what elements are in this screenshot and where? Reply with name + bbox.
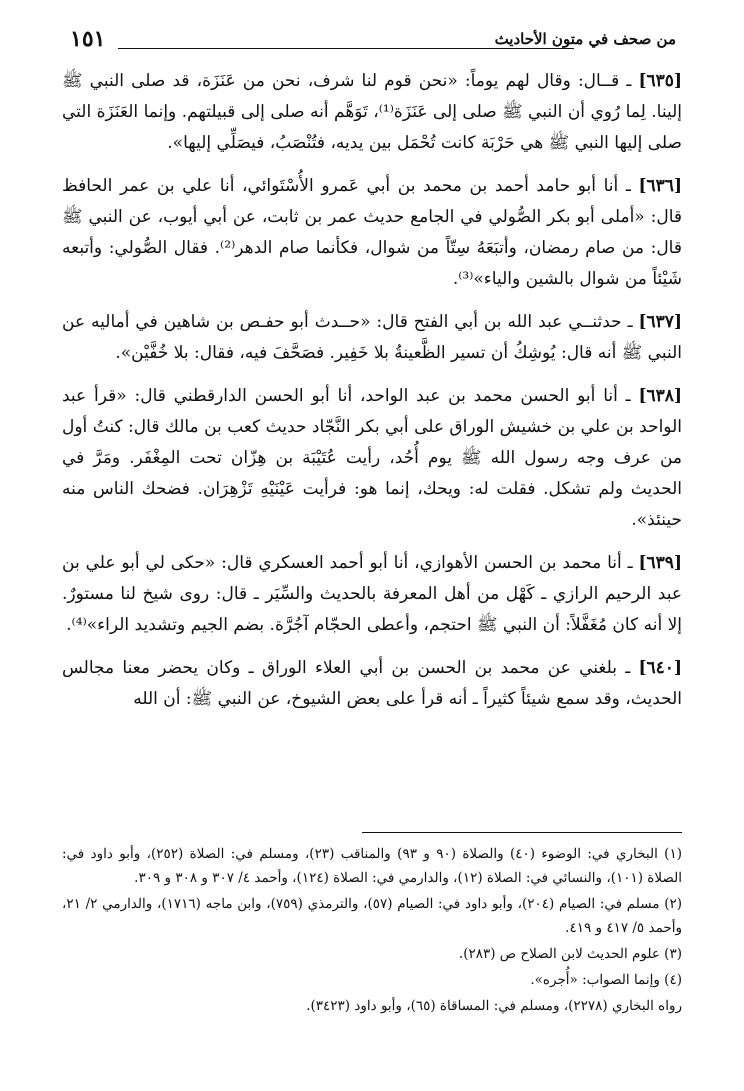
page-header <box>70 22 676 56</box>
hadith-number: [٦٤٠] <box>638 658 682 678</box>
main-text <box>62 66 682 727</box>
hadith-paragraph-639 <box>62 548 682 641</box>
hadith-text: ـ قــال: وقال لهم يوماً: «نحن قوم لنا شرف، نحن من عَنَزَة، قد صلى النبي ﷺ إلينا. لِما رُوي أن النبي ﷺ صلى إلى عَنَزَة⁽¹⁾، تَوَهَّم أنه صلى إلى قبيلتهم. وإنما العَنَزَة التي صلى إليها النبي ﷺ هي حَرْبَة كانت تُحْمَل بين يديه، فتُنْصَبُ، فيصَلِّي إليها». <box>62 71 682 153</box>
hadith-paragraph-636 <box>62 171 682 295</box>
hadith-paragraph-637 <box>62 307 682 369</box>
footnotes <box>62 842 682 1020</box>
hadith-number: [٦٣٧] <box>638 312 682 332</box>
hadith-paragraph-640 <box>62 653 682 715</box>
hadith-text: ـ أنا أبو الحسن محمد بن عبد الواحد، أنا أبو الحسن الدارقطني قال: «قرأ عبد الواحد بن علي بن خشيش الوراق على أبي بكر النَّجّاد حديث كعب بن مالك قال: كنتُ أول من عرف وجه رسول الله ﷺ يوم أُحُد، رأيت عُتَيْبَة بن هِزّان تحت المِغْفَر. ومَرَّ في الحديث ولم تشكل. فقلت له: ويحك، إنما هو: فرأيت عَيْنَيْهِ تَزْهِرَان. فضحك الناس منه حينئذ». <box>62 386 682 530</box>
hadith-paragraph-638 <box>62 381 682 536</box>
hadith-number: [٦٣٩] <box>638 553 682 573</box>
footnote-2: (٢) مسلم في: الصيام (٢٠٤)، وأبو داود في: الصيام (٥٧)، والترمذي (٧٥٩)، وابن ماجه (١٧١٦)، والدارمي ٢/ ٢١، وأحمد ٥/ ٤١٧ و ٤١٩. <box>62 896 683 936</box>
header-rule <box>118 48 574 49</box>
hadith-number: [٦٣٦] <box>638 176 682 196</box>
hadith-text: ـ أنا أبو حامد أحمد بن محمد بن أبي عَمرو الأُسْتَوائي، أنا علي بن عمر الحافظ قال: «أملى أبو بكر الصُّولي في الجامع حديث عمر بن ثابت، عن أبي أيوب، عن النبي ﷺ قال: من صام رمضان، وأتبَعَهُ سِتّاً من شوال، فكأنما صام الدهر⁽²⁾. فقال الصُّولي: وأتبعه شَيْئاً من شوال بالشين والياء»⁽³⁾. <box>62 176 682 289</box>
footnote-4-continuation: رواه البخاري (٢٢٧٨)، ومسلم في: المساقاة (٦٥)، وأبو داود (٣٤٢٣). <box>306 998 682 1014</box>
footnote-3: (٣) علوم الحديث لابن الصلاح ص (٢٨٣). <box>458 946 682 962</box>
hadith-paragraph-635 <box>62 66 682 159</box>
footnote-rule <box>362 832 682 833</box>
footnote-1: (١) البخاري في: الوضوء (٤٠) والصلاة (٩٠ و ٩٣) والمناقب (٢٣)، ومسلم في: الصلاة (٢٥٢)، وأبو داود في: الصلاة (١٠١)، والنسائي في: الصلاة (١٢)، والدارمي في: الصلاة (١٢٤)، وأحمد ٤/ ٣٠٧ و ٣٠٨ و ٣٠٩. <box>62 846 682 886</box>
running-title: من صحف في متون الأحاديث <box>494 30 676 48</box>
hadith-number: [٦٣٥] <box>638 71 682 91</box>
hadith-text: ـ حدثنــي عبد الله بن أبي الفتح قال: «حــدث أبو حفـص بن شاهين في أماليه عن النبي ﷺ أنه قال: يُوشِكُ أن تسير الظَّعينةُ بلا خَفِير. فصَحَّفَ فيه، فقال: بلا خُفَّيْن». <box>62 312 682 363</box>
hadith-text: ـ أنا محمد بن الحسن الأهوازي، أنا أبو أحمد العسكري قال: «حكى لي أبو علي بن عبد الرحيم الرازي ـ كَهْل من أهل المعرفة بالحديث والسِّيَر ـ قال: روى شيخ لنا مستورٌ. إلا أنه كان مُغَفَّلاً: أن النبي ﷺ احتجم، وأعطى الحجّام آجُرَّة. بضم الجيم وتشديد الراء»⁽⁴⁾. <box>62 553 682 635</box>
hadith-number: [٦٣٨] <box>638 386 682 406</box>
hadith-text: ـ بلغني عن محمد بن الحسن بن أبي العلاء الوراق ـ وكان يحضر معنا مجالس الحديث، وقد سمع شيئاً كثيراً ـ أنه قرأ على بعض الشيوخ، عن النبي ﷺ: أن الله <box>62 658 682 709</box>
footnote-4: (٤) وإنما الصواب: «أُجره». <box>530 972 682 988</box>
page-number: ١٥١ <box>70 26 106 52</box>
